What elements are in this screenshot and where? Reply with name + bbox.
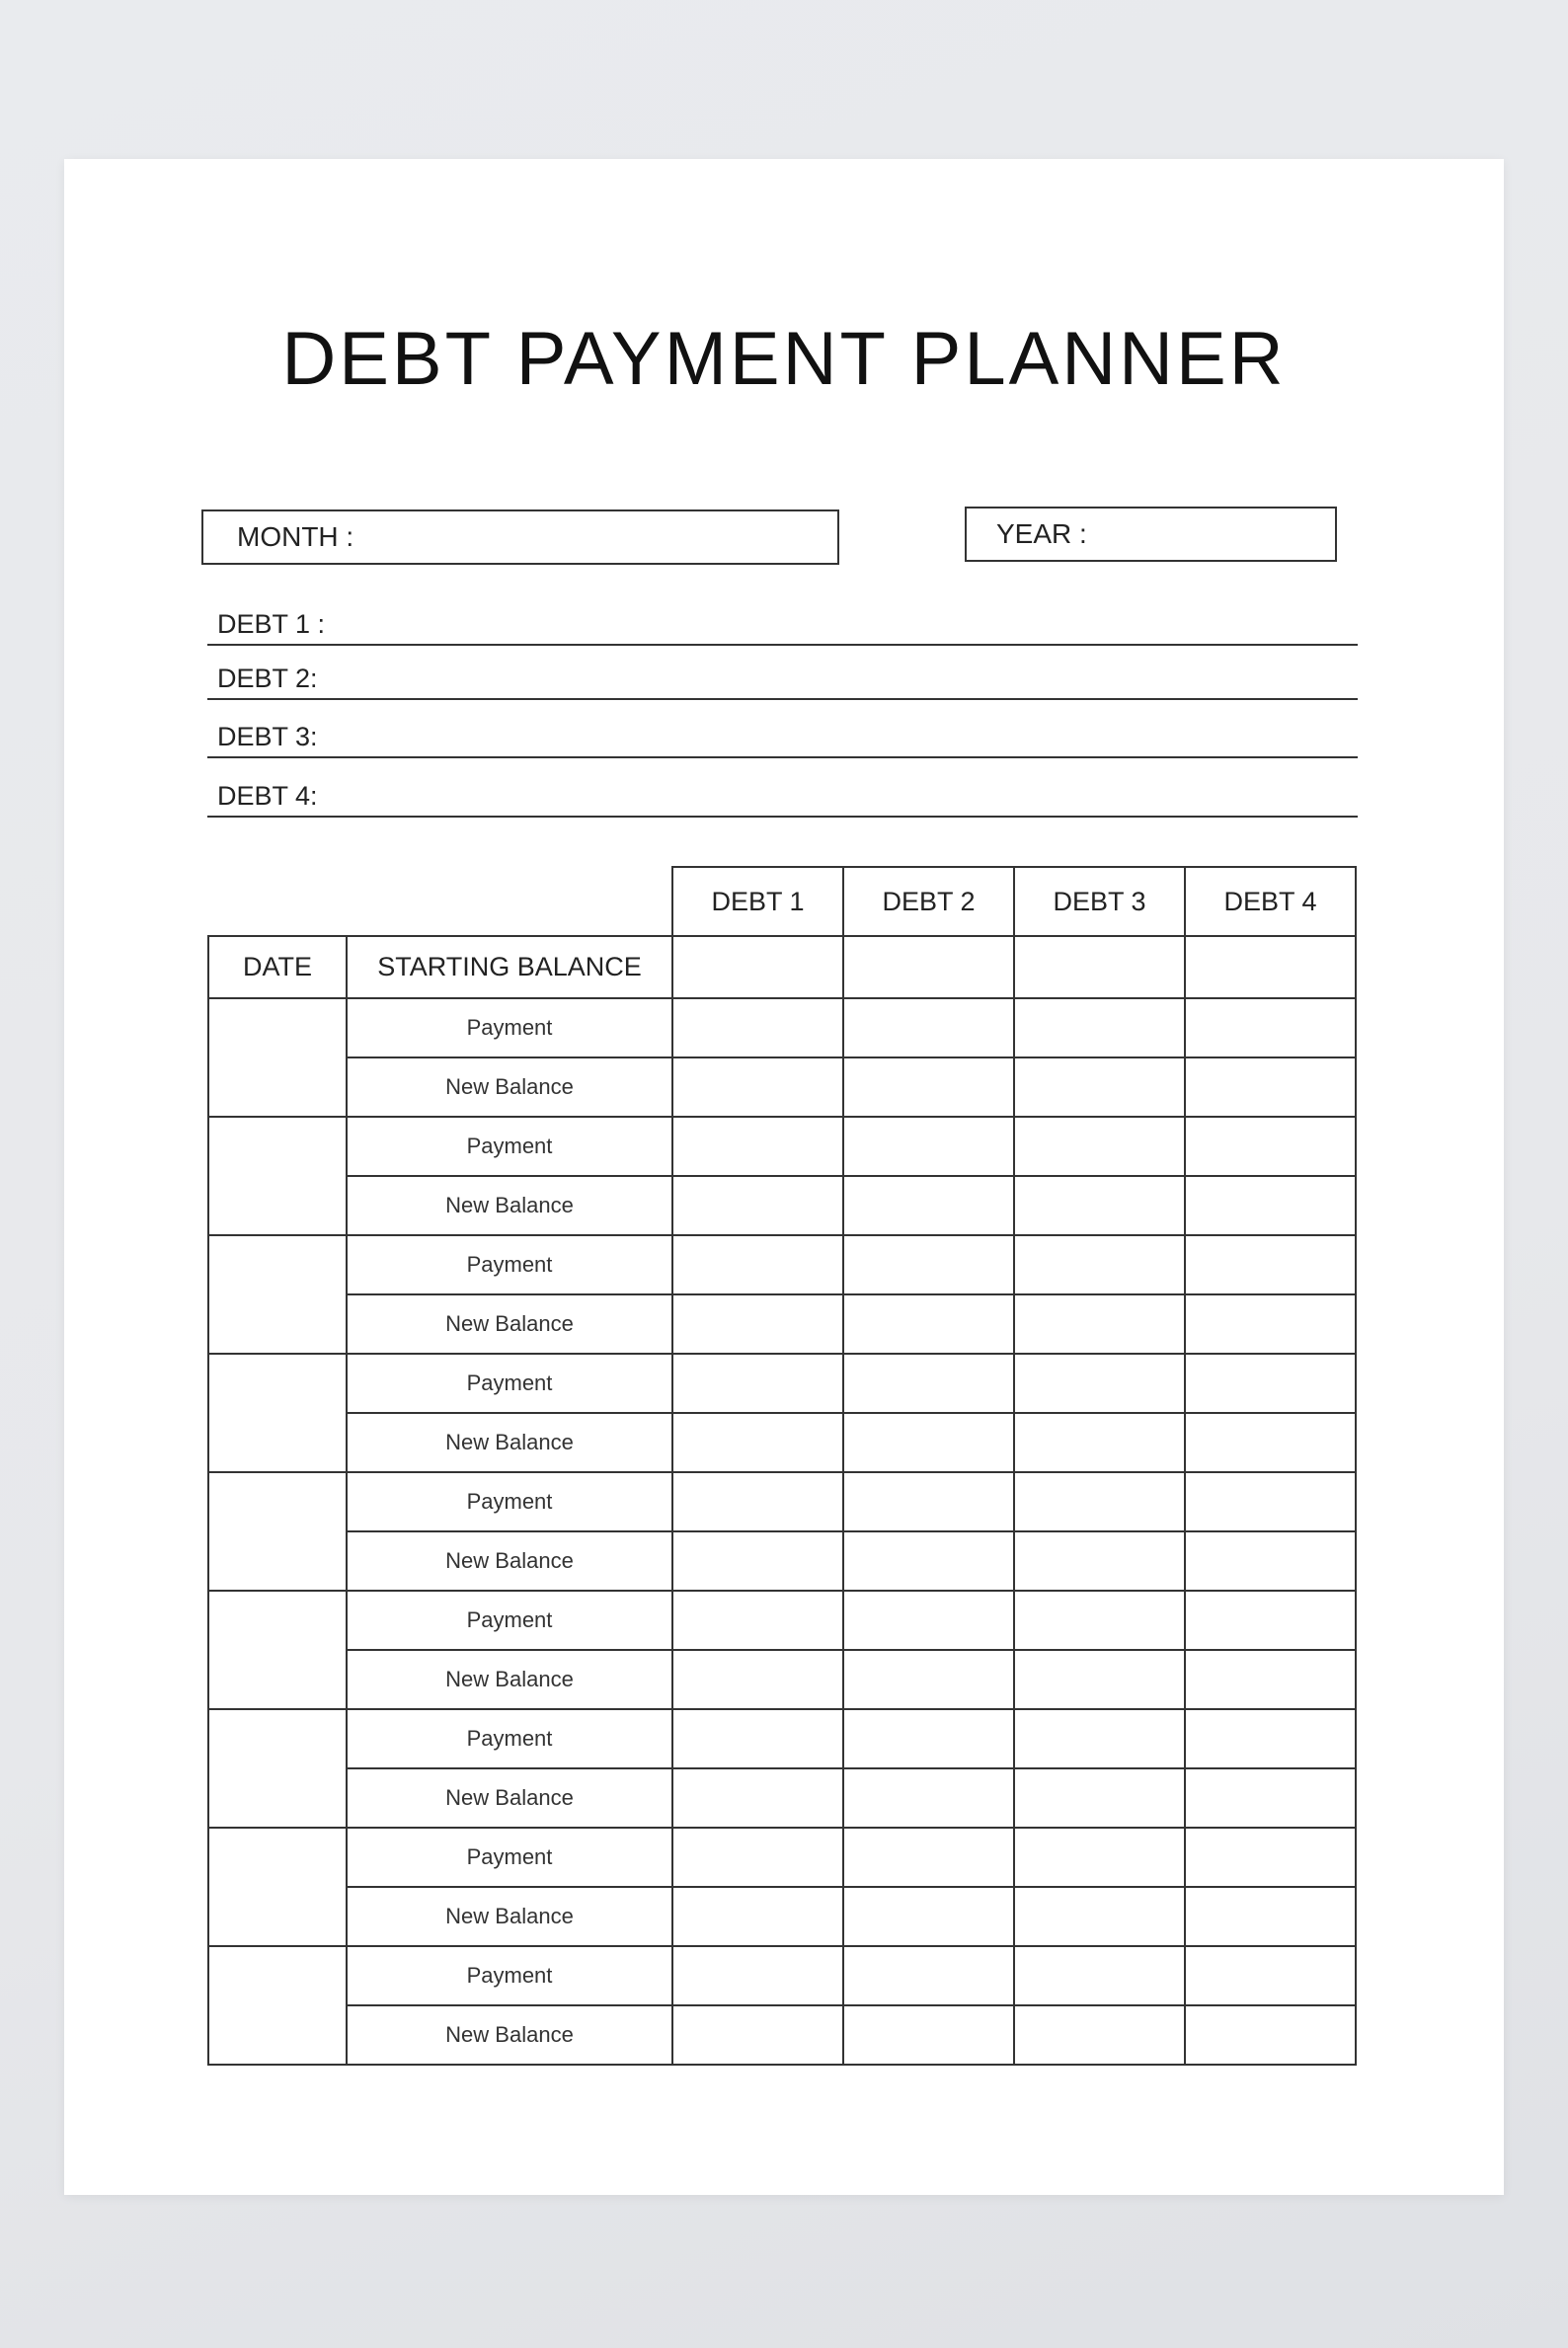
new-balance-debt-1-cell[interactable] [672, 1413, 843, 1472]
new-balance-label: New Balance [347, 1057, 672, 1117]
date-cell[interactable] [208, 1472, 347, 1591]
new-balance-debt-4-cell[interactable] [1185, 1413, 1356, 1472]
payment-row [208, 1117, 1356, 1176]
new-balance-debt-2-cell[interactable] [843, 1768, 1014, 1828]
new-balance-debt-4-cell[interactable] [1185, 2005, 1356, 2065]
new-balance-debt-2-cell[interactable] [843, 1176, 1014, 1235]
new-balance-debt-3-cell[interactable] [1014, 1294, 1185, 1354]
date-cell[interactable] [208, 1828, 347, 1946]
debt-3-line[interactable] [207, 715, 1358, 758]
debt-header-row [208, 867, 1356, 936]
planner-sheet [64, 159, 1504, 2195]
payment-debt-3-cell[interactable] [1014, 1709, 1185, 1768]
payment-row [208, 1709, 1356, 1768]
year-field[interactable] [965, 507, 1337, 562]
debt-1-line[interactable] [207, 602, 1358, 646]
new-balance-label: New Balance [347, 1650, 672, 1709]
new-balance-debt-1-cell[interactable] [672, 1887, 843, 1946]
new-balance-label: New Balance [347, 2005, 672, 2065]
payment-debt-4-cell[interactable] [1185, 1828, 1356, 1887]
new-balance-debt-3-cell[interactable] [1014, 1413, 1185, 1472]
debt-4-header: DEBT 4 [1185, 867, 1356, 936]
new-balance-label: New Balance [347, 1531, 672, 1591]
new-balance-debt-2-cell[interactable] [843, 1294, 1014, 1354]
new-balance-debt-2-cell[interactable] [843, 1413, 1014, 1472]
new-balance-label: New Balance [347, 1413, 672, 1472]
starting-balance-debt-1-cell[interactable] [672, 936, 843, 998]
payment-label: Payment [347, 1946, 672, 2005]
debt-2-header: DEBT 2 [843, 867, 1014, 936]
payment-row [208, 1946, 1356, 2005]
payment-debt-3-cell[interactable] [1014, 1354, 1185, 1413]
payment-row [208, 1472, 1356, 1531]
new-balance-debt-4-cell[interactable] [1185, 1650, 1356, 1709]
new-balance-label: New Balance [347, 1176, 672, 1235]
payment-debt-3-cell[interactable] [1014, 1591, 1185, 1650]
new-balance-debt-1-cell[interactable] [672, 1650, 843, 1709]
debt-3-header: DEBT 3 [1014, 867, 1185, 936]
payment-debt-1-cell[interactable] [672, 998, 843, 1057]
payment-debt-2-cell[interactable] [843, 1235, 1014, 1294]
debt-4-line[interactable] [207, 774, 1358, 818]
new-balance-debt-4-cell[interactable] [1185, 1057, 1356, 1117]
date-cell[interactable] [208, 1591, 347, 1709]
debt-2-line[interactable] [207, 657, 1358, 700]
new-balance-debt-2-cell[interactable] [843, 2005, 1014, 2065]
payment-debt-1-cell[interactable] [672, 1472, 843, 1531]
new-balance-debt-2-cell[interactable] [843, 1887, 1014, 1946]
starting-balance-debt-4-cell[interactable] [1185, 936, 1356, 998]
date-cell[interactable] [208, 998, 347, 1117]
payment-row [208, 1235, 1356, 1294]
new-balance-debt-4-cell[interactable] [1185, 1294, 1356, 1354]
payment-label: Payment [347, 1828, 672, 1887]
debt-4-label: DEBT 4: [217, 781, 318, 811]
payment-debt-2-cell[interactable] [843, 998, 1014, 1057]
payment-debt-4-cell[interactable] [1185, 1709, 1356, 1768]
payment-row [208, 1354, 1356, 1413]
payment-debt-2-cell[interactable] [843, 1591, 1014, 1650]
new-balance-debt-3-cell[interactable] [1014, 1887, 1185, 1946]
payment-debt-1-cell[interactable] [672, 1946, 843, 2005]
payment-debt-2-cell[interactable] [843, 1354, 1014, 1413]
debt-2-label: DEBT 2: [217, 664, 318, 693]
new-balance-row [208, 1887, 1356, 1946]
payment-label: Payment [347, 1472, 672, 1531]
new-balance-debt-1-cell[interactable] [672, 2005, 843, 2065]
payment-debt-2-cell[interactable] [843, 1828, 1014, 1887]
payment-table [207, 866, 1357, 2066]
month-field[interactable] [201, 509, 839, 565]
payment-label: Payment [347, 1117, 672, 1176]
payment-row [208, 1828, 1356, 1887]
new-balance-debt-3-cell[interactable] [1014, 1057, 1185, 1117]
debt-1-header: DEBT 1 [672, 867, 843, 936]
payment-debt-1-cell[interactable] [672, 1117, 843, 1176]
new-balance-row [208, 1768, 1356, 1828]
payment-debt-1-cell[interactable] [672, 1709, 843, 1768]
date-cell[interactable] [208, 1709, 347, 1828]
date-header: DATE [208, 936, 347, 998]
date-cell[interactable] [208, 1946, 347, 2065]
date-cell[interactable] [208, 1354, 347, 1472]
payment-debt-2-cell[interactable] [843, 1946, 1014, 2005]
new-balance-row [208, 1413, 1356, 1472]
new-balance-debt-4-cell[interactable] [1185, 1531, 1356, 1591]
payment-debt-3-cell[interactable] [1014, 1828, 1185, 1887]
payment-debt-1-cell[interactable] [672, 1591, 843, 1650]
new-balance-debt-4-cell[interactable] [1185, 1176, 1356, 1235]
date-cell[interactable] [208, 1235, 347, 1354]
new-balance-debt-3-cell[interactable] [1014, 1650, 1185, 1709]
column-header-row [208, 936, 1356, 998]
new-balance-debt-2-cell[interactable] [843, 1650, 1014, 1709]
new-balance-label: New Balance [347, 1887, 672, 1946]
new-balance-debt-2-cell[interactable] [843, 1057, 1014, 1117]
payment-debt-3-cell[interactable] [1014, 1235, 1185, 1294]
payment-debt-1-cell[interactable] [672, 1235, 843, 1294]
header-spacer [208, 867, 672, 936]
payment-row [208, 1591, 1356, 1650]
new-balance-debt-4-cell[interactable] [1185, 1887, 1356, 1946]
new-balance-debt-3-cell[interactable] [1014, 1768, 1185, 1828]
payment-debt-3-cell[interactable] [1014, 998, 1185, 1057]
debt-3-label: DEBT 3: [217, 722, 318, 751]
new-balance-row [208, 1650, 1356, 1709]
payment-debt-4-cell[interactable] [1185, 1354, 1356, 1413]
new-balance-row [208, 1057, 1356, 1117]
new-balance-debt-1-cell[interactable] [672, 1768, 843, 1828]
payment-debt-2-cell[interactable] [843, 1117, 1014, 1176]
payment-debt-1-cell[interactable] [672, 1354, 843, 1413]
payment-debt-3-cell[interactable] [1014, 1946, 1185, 2005]
new-balance-label: New Balance [347, 1768, 672, 1828]
payment-row [208, 998, 1356, 1057]
new-balance-debt-2-cell[interactable] [843, 1531, 1014, 1591]
new-balance-debt-3-cell[interactable] [1014, 1176, 1185, 1235]
new-balance-debt-4-cell[interactable] [1185, 1768, 1356, 1828]
new-balance-debt-1-cell[interactable] [672, 1531, 843, 1591]
new-balance-debt-3-cell[interactable] [1014, 1531, 1185, 1591]
new-balance-debt-1-cell[interactable] [672, 1294, 843, 1354]
new-balance-row [208, 1294, 1356, 1354]
page-title: DEBT PAYMENT PLANNER [281, 317, 1287, 401]
starting-balance-debt-2-cell[interactable] [843, 936, 1014, 998]
payment-debt-4-cell[interactable] [1185, 1117, 1356, 1176]
new-balance-debt-1-cell[interactable] [672, 1057, 843, 1117]
payment-label: Payment [347, 1709, 672, 1768]
starting-balance-header: STARTING BALANCE [347, 936, 672, 998]
payment-debt-3-cell[interactable] [1014, 1117, 1185, 1176]
month-label: MONTH : [237, 521, 354, 552]
payment-label: Payment [347, 1591, 672, 1650]
date-cell[interactable] [208, 1117, 347, 1235]
payment-debt-4-cell[interactable] [1185, 998, 1356, 1057]
payment-debt-2-cell[interactable] [843, 1472, 1014, 1531]
new-balance-row [208, 1176, 1356, 1235]
starting-balance-debt-3-cell[interactable] [1014, 936, 1185, 998]
payment-label: Payment [347, 998, 672, 1057]
new-balance-debt-3-cell[interactable] [1014, 2005, 1185, 2065]
year-label: YEAR : [996, 518, 1087, 549]
payment-debt-3-cell[interactable] [1014, 1472, 1185, 1531]
payment-label: Payment [347, 1235, 672, 1294]
payment-label: Payment [347, 1354, 672, 1413]
payment-debt-4-cell[interactable] [1185, 1472, 1356, 1531]
new-balance-row [208, 2005, 1356, 2065]
payment-debt-2-cell[interactable] [843, 1709, 1014, 1768]
new-balance-row [208, 1531, 1356, 1591]
payment-debt-4-cell[interactable] [1185, 1235, 1356, 1294]
new-balance-label: New Balance [347, 1294, 672, 1354]
debt-1-label: DEBT 1 : [217, 609, 326, 639]
payment-debt-1-cell[interactable] [672, 1828, 843, 1887]
payment-debt-4-cell[interactable] [1185, 1946, 1356, 2005]
new-balance-debt-1-cell[interactable] [672, 1176, 843, 1235]
payment-debt-4-cell[interactable] [1185, 1591, 1356, 1650]
